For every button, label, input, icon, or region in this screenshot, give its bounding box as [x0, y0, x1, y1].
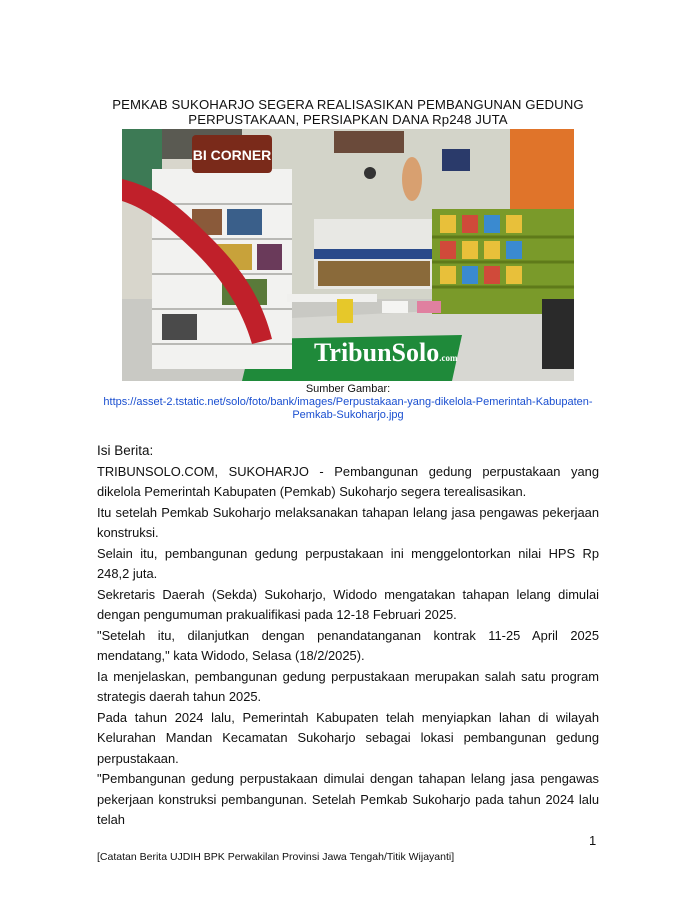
paragraph: TRIBUNSOLO.COM, SUKOHARJO - Pembangunan gedung perpustakaan yang dikelola Pemerintah Kabupaten (Pemkab) Sukoharjo segera terealisasikan.: [97, 463, 599, 499]
article-title: [96, 97, 600, 127]
document-footer: [Catatan Berita UJDIH BPK Perwakilan Provinsi Jawa Tengah/Titik Wijayanti]: [97, 851, 455, 863]
image-source-link-line-2[interactable]: Pemkab-Sukoharjo.jpg: [292, 409, 404, 421]
page-number: 1: [589, 833, 597, 848]
article-body: [97, 441, 599, 831]
paragraph: "Setelah itu, dilanjutkan dengan penandatanganan kontrak 11-25 April 2025 mendatang," kata Widodo, Selasa (18/2/2025).: [97, 627, 599, 663]
paragraph: Sekretaris Daerah (Sekda) Sukoharjo, Widodo mengatakan tahapan lelang dimulai dengan pengumuman prakualifikasi pada 12-18 Februari 2025.: [97, 586, 599, 622]
article-photo: [122, 129, 574, 381]
paragraph: Itu setelah Pemkab Sukoharjo melaksanakan tahapan lelang jasa pengawas pekerjaan konstruksi.: [97, 504, 599, 540]
section-label: Isi Berita:: [97, 443, 154, 458]
image-caption: [90, 383, 606, 422]
article-title-line-1: PEMKAB SUKOHARJO SEGERA REALISASIKAN PEMBANGUNAN GEDUNG: [112, 97, 584, 112]
paragraph: Selain itu, pembangunan gedung perpustakaan ini menggelontorkan nilai HPS Rp 248,2 juta.: [97, 545, 599, 581]
paragraph: Pada tahun 2024 lalu, Pemerintah Kabupaten telah menyiapkan lahan di wilayah Kelurahan Mandan Kecamatan Sukoharjo sebagai lokasi pembangunan gedung perpustakaan.: [97, 709, 599, 766]
paragraph: Ia menjelaskan, pembangunan gedung perpustakaan merupakan salah satu program strategis daerah tahun 2025.: [97, 668, 599, 704]
bi-corner-sign: BI CORNER: [192, 147, 272, 163]
tribunsolo-watermark: TribunSolo.com: [314, 338, 458, 367]
image-source-link-line-1[interactable]: https://asset-2.tstatic.net/solo/foto/bank/images/Perpustakaan-yang-dikelola-Pemerintah-Kabupaten-: [103, 396, 593, 408]
paragraph: "Pembangunan gedung perpustakaan dimulai dengan tahapan lelang jasa pengawas pekerjaan konstruksi pembangunan. Setelah Pemkab Sukoharjo pada tahun 2024 lalu telah: [97, 771, 599, 827]
article-title-line-2: PERPUSTAKAAN, PERSIAPKAN DANA Rp248 JUTA: [188, 112, 508, 127]
caption-label: Sumber Gambar:: [305, 383, 391, 395]
